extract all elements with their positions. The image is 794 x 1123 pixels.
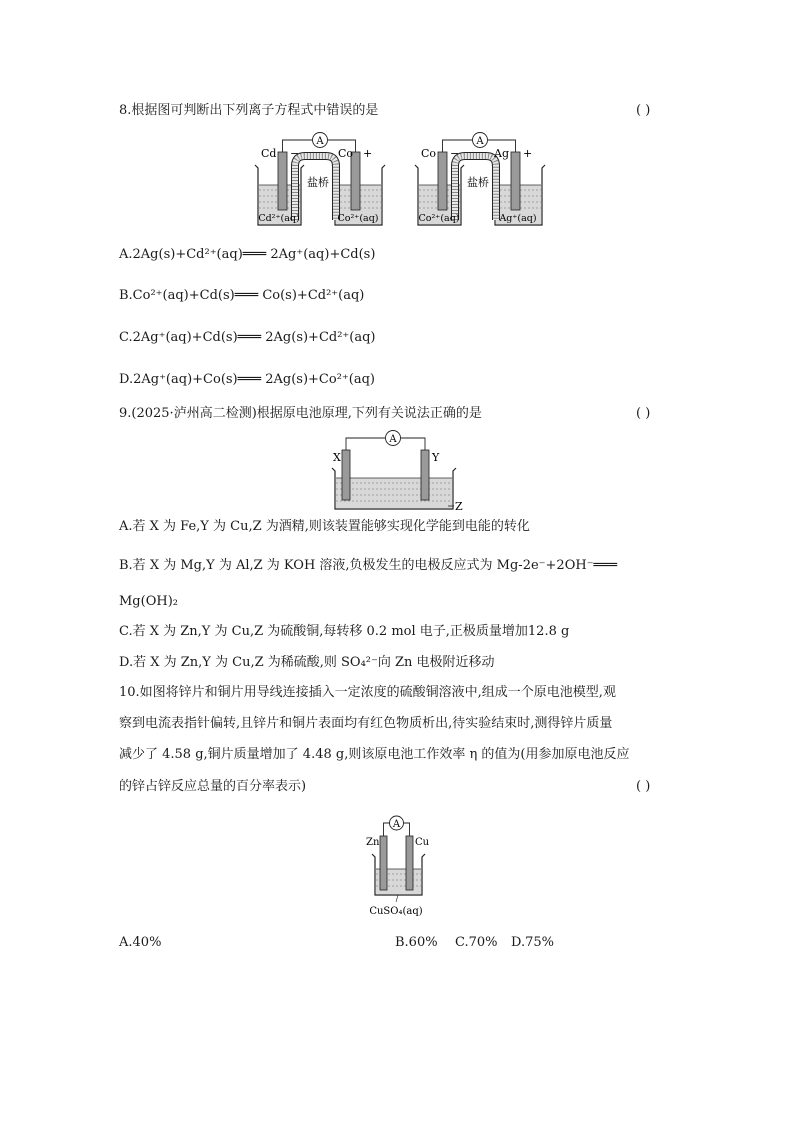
q8-answer-paren: ( ) (636, 103, 651, 118)
electrode-label-left: Cd (261, 147, 277, 160)
solution-label-right: Co²⁺(aq) (337, 213, 379, 224)
q8-option-a: A.2Ag(s)+Cd²⁺(aq)═══ 2Ag⁺(aq)+Cd(s) (119, 247, 376, 262)
electrode-label-zn: Zn (366, 837, 380, 848)
ammeter-label: A (392, 819, 401, 830)
q8-option-b: B.Co²⁺(aq)+Cd(s)═══ Co(s)+Cd²⁺(aq) (119, 288, 365, 303)
q8-option-c: C.2Ag⁺(aq)+Cd(s)═══ 2Ag(s)+Cd²⁺(aq) (119, 330, 376, 345)
electrode-label-x: X (333, 451, 341, 464)
solution-label-left: Co²⁺(aq) (418, 213, 460, 224)
q9-option-d: D.若 X 为 Zn,Y 为 Cu,Z 为稀硫酸,则 SO₄²⁻向 Zn 电极附近移动 (119, 655, 495, 670)
electrode-label-right: Ag (494, 147, 509, 160)
q9-option-b: B.若 X 为 Mg,Y 为 Al,Z 为 KOH 溶液,负极发生的电极反应式为 Mg-2e⁻+2OH⁻═══ (119, 558, 618, 573)
q8-figure-cell1 (250, 130, 390, 228)
electrode-sign-left: − (450, 147, 460, 160)
electrode-label-y: Y (432, 451, 440, 464)
q10-option-b: B.60% (395, 935, 438, 950)
electrode-sign-right: + (523, 147, 533, 160)
salt-bridge-label: 盐桥 (307, 176, 329, 189)
q9-option-c: C.若 X 为 Zn,Y 为 Cu,Z 为硫酸铜,每转移 0.2 mol 电子,正极质量增加12.8 g (119, 624, 570, 639)
q8-option-d: D.2Ag⁺(aq)+Co(s)═══ 2Ag(s)+Co²⁺(aq) (119, 372, 375, 387)
q10-stem-line-2: 察到电流表指针偏转,且锌片和铜片表面均有红色物质析出,待实验结束时,测得锌片质量 (119, 716, 613, 731)
electrode-label-left: Co (421, 147, 437, 160)
electrode-label-right: Co (338, 147, 354, 160)
ammeter-label: A (476, 136, 484, 147)
q10-option-a: A.40% (119, 935, 162, 950)
q10-option-c: C.70% (455, 935, 498, 950)
ammeter-label: A (316, 136, 324, 147)
electrode-sign-right: + (363, 147, 373, 160)
electrode-label-cu: Cu (415, 837, 430, 848)
salt-bridge-label: 盐桥 (467, 176, 489, 189)
q10-answer-paren: ( ) (636, 779, 651, 794)
q9-option-a: A.若 X 为 Fe,Y 为 Cu,Z 为酒精,则该装置能够实现化学能到电能的转化 (119, 519, 530, 534)
q8-stem: 8.根据图可判断出下列离子方程式中错误的是 (119, 103, 379, 118)
solution-label: CuSO₄(aq) (369, 906, 423, 917)
solution-label-left: Cd²⁺(aq) (258, 213, 300, 224)
solution-label-right: Ag⁺(aq) (499, 213, 537, 224)
q9-stem: 9.(2025·泸州高二检测)根据原电池原理,下列有关说法正确的是 (119, 406, 482, 421)
q10-stem-line-1: 10.如图将锌片和铜片用导线连接插入一定浓度的硫酸铜溶液中,组成一个原电池模型,观 (119, 685, 616, 700)
q10-figure (360, 812, 440, 918)
electrode-sign-left: − (290, 147, 300, 160)
q9-option-b-continued: Mg(OH)₂ (119, 594, 178, 609)
q10-stem-line-3: 减少了 4.58 g,铜片质量增加了 4.48 g,则该原电池工作效率 η 的值为(用参加原电池反应 (119, 747, 630, 762)
q8-figure-cell2 (410, 130, 550, 228)
q9-answer-paren: ( ) (636, 406, 651, 421)
q10-option-d: D.75% (511, 935, 554, 950)
solution-label-z: Z (455, 500, 463, 513)
q10-stem-line-4: 的锌占锌反应总量的百分率表示) (119, 779, 307, 794)
ammeter-label: A (389, 434, 397, 445)
q9-figure (330, 428, 470, 514)
